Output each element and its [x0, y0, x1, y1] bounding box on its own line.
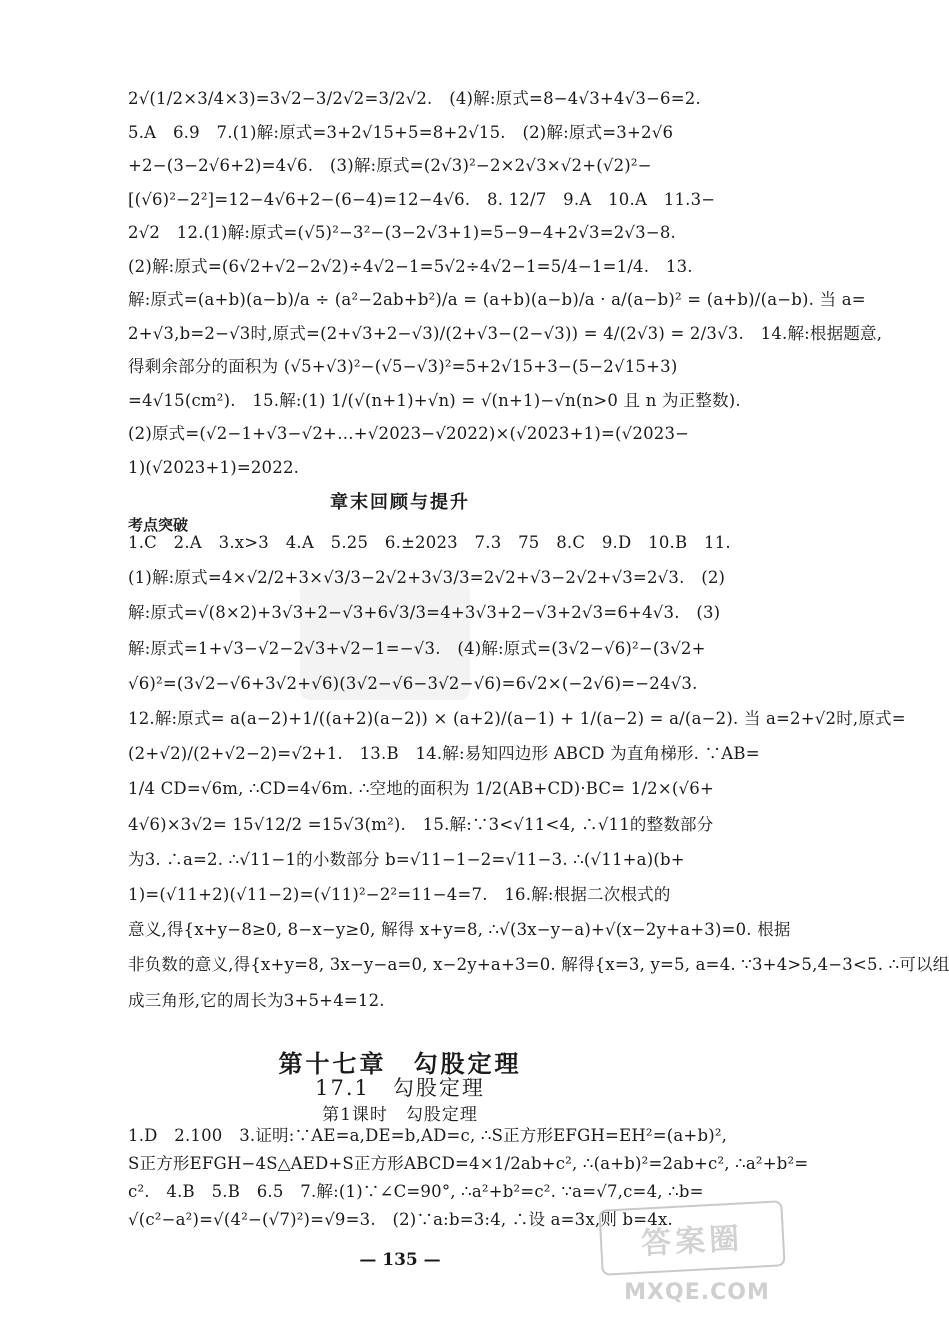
text-line: 1)=(√11+2)(√11−2)=(√11)²−2²=11−4=7. 16.解:根据二次根式的: [128, 885, 671, 904]
text-line: 意义,得{x+y−8≥0, 8−x−y≥0, 解得 x+y=8, ∴√(3x−y−a)+√(x−2y+a+3)=0. 根据: [128, 920, 791, 940]
text-line: (2)解:原式=(6√2+√2−2√2)÷4√2−1=5√2÷4√2−1=5/4−1=1/4. 13.: [128, 256, 693, 276]
text-line: 1/4 CD=√6m, ∴CD=4√6m. ∴空地的面积为 1/2(AB+CD)·BC= 1/2×(√6+: [128, 779, 714, 799]
text-line: 非负数的意义,得{x+y=8, 3x−y−a=0, x−2y+a+3=0. 解得{x=3, y=5, a=4. ∵3+4>5,4−3<5. ∴可以组: [128, 955, 949, 975]
text-line: 得剩余部分的面积为 (√5+√3)²−(√5−√3)²=5+2√15+3−(5−2√15+3): [128, 357, 678, 376]
key-points-label: 考点突破: [128, 516, 189, 534]
watermark-text: 答案圈: [640, 1221, 745, 1262]
text-line: 1)(√2023+1)=2022.: [128, 457, 300, 477]
text-line: (1)解:原式=4×√2/2+3×√3/3−2√2+3√3/3=2√2+√3−2√2+√3=2√3. (2): [128, 568, 726, 588]
text-line: 1.D 2.100 3.证明:∵AE=a,DE=b,AD=c, ∴S正方形EFGH=EH²=(a+b)²,: [128, 1126, 728, 1145]
watermark-logo: [598, 1200, 785, 1276]
text-line: 2√(1/2×3/4×3)=3√2−3/2√2=3/2√2. (4)解:原式=8−4√3+4√3−6=2.: [128, 89, 701, 108]
page-number: — 135 —: [359, 1250, 441, 1270]
text-line: 4√6)×3√2= 15√12/2 =15√3(m²). 15.解:∵3<√11<4, ∴√11的整数部分: [128, 814, 714, 834]
text-line: 2+√3,b=2−√3时,原式=(2+√3+2−√3)/(2+√3−(2−√3)) = 4/(2√3) = 2/3√3. 14.解:根据题意,: [128, 323, 883, 343]
watermark-url: MXQE.COM: [624, 1280, 770, 1305]
text-line: =4√15(cm²). 15.解:(1) 1/(√(n+1)+√n) = √(n+1)−√n(n>0 且 n 为正整数).: [128, 390, 741, 410]
text-line: c². 4.B 5.B 6.5 7.解:(1)∵∠C=90°, ∴a²+b²=c². ∵a=√7,c=4, ∴b=: [128, 1182, 704, 1201]
text-line: √(c²−a²)=√(4²−(√7)²)=√9=3. (2)∵a:b=3:4, ∴设 a=3x,则 b=4x.: [128, 1210, 673, 1229]
text-line: (2+√2)/(2+√2−2)=√2+1. 13.B 14.解:易知四边形 ABCD 为直角梯形. ∵AB=: [128, 744, 760, 764]
text-line: S正方形EFGH−4S△AED+S正方形ABCD=4×1/2ab+c², ∴(a+b)²=2ab+c², ∴a²+b²=: [128, 1154, 809, 1173]
text-line: 成三角形,它的周长为3+5+4=12.: [128, 990, 385, 1010]
text-line: 1.C 2.A 3.x>3 4.A 5.25 6.±2023 7.3 75 8.C 9.D 10.B 11.: [128, 533, 731, 552]
section-review-title: 章末回顾与提升: [330, 492, 470, 513]
text-line: 为3. ∴a=2. ∴√11−1的小数部分 b=√11−1−2=√11−3. ∴(√11+a)(b+: [128, 849, 685, 869]
text-line: 12.解:原式= a(a−2)+1/((a+2)(a−2)) × (a+2)/(a−1) + 1/(a−2) = a/(a−2). 当 a=2+√2时,原式=: [128, 709, 906, 728]
text-line: 解:原式=√(8×2)+3√3+2−√3+6√3/3=4+3√3+2−√3+2√3=6+4√3. (3): [128, 603, 721, 623]
chapter-title: 第十七章 勾股定理: [278, 1049, 522, 1078]
text-line: +2−(3−2√6+2)=4√6. (3)解:原式=(2√3)²−2×2√3×√2+(√2)²−: [128, 156, 652, 175]
text-line: 解:原式=(a+b)(a−b)/a ÷ (a²−2ab+b²)/a = (a+b)(a−b)/a · a/(a−b)² = (a+b)/(a−b). 当 a=: [128, 290, 866, 309]
section-title: 17.1 勾股定理: [315, 1076, 485, 1100]
text-line: (2)原式=(√2−1+√3−√2+…+√2023−√2022)×(√2023+1)=(√2023−: [128, 424, 690, 443]
text-line: 5.A 6.9 7.(1)解:原式=3+2√15+5=8+2√15. (2)解:原式=3+2√6: [128, 122, 674, 142]
text-line: 2√2 12.(1)解:原式=(√5)²−3²−(3−2√3+1)=5−9−4+2√3=2√3−8.: [128, 223, 677, 242]
text-line: [(√6)²−2²]=12−4√6+2−(6−4)=12−4√6. 8. 12/7 9.A 10.A 11.3−: [128, 189, 716, 209]
text-line: 解:原式=1+√3−√2−2√3+√2−1=−√3. (4)解:原式=(3√2−√6)²−(3√2+: [128, 638, 706, 658]
text-line: √6)²=(3√2−√6+3√2+√6)(3√2−√6−3√2−√6)=6√2×(−2√6)=−24√3.: [128, 673, 698, 693]
lesson-title: 第1课时 勾股定理: [322, 1105, 478, 1125]
